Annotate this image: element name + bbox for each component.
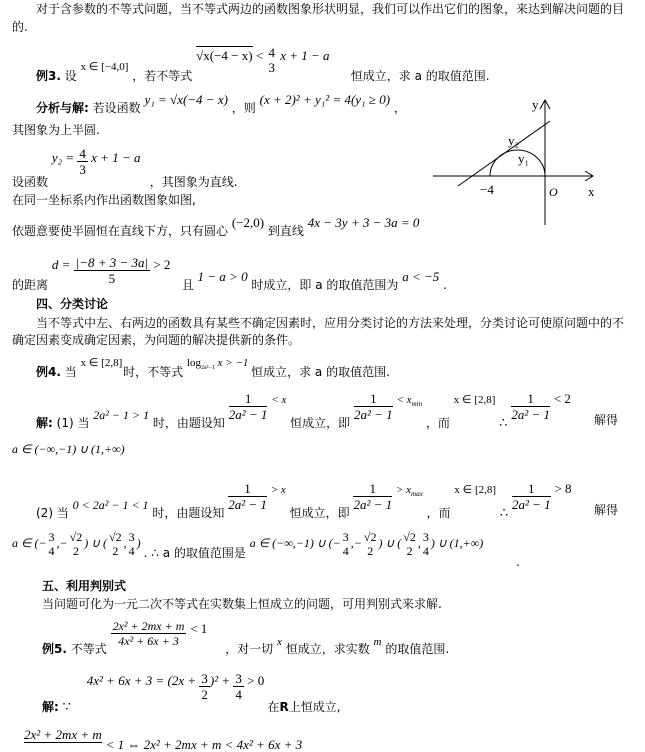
case-2-solve-text: 解得	[594, 503, 619, 517]
distance-formula-line	[12, 255, 447, 292]
solution-5-label: 解:	[42, 700, 59, 714]
example-4-text: 当	[64, 365, 77, 379]
case-2-fraction-2	[353, 482, 392, 511]
analysis-text: ，其图象为直线.	[149, 175, 238, 189]
y2-definition-line	[12, 146, 238, 189]
example-3-inequality	[196, 45, 333, 75]
result-frac	[127, 531, 137, 557]
result-frac	[341, 531, 351, 557]
case-2-text: 时，由题设知	[152, 506, 225, 520]
frac-den: 4	[422, 544, 429, 558]
analysis-text: 的距离	[12, 278, 49, 292]
analysis-text: 到直线	[267, 224, 304, 238]
y-axis-label: y	[532, 97, 539, 112]
example-5-text: 的取值范围.	[385, 642, 450, 656]
frac-den: 2a² − 1	[353, 497, 393, 512]
frac-num: √2	[69, 530, 83, 544]
example-3-tail: 恒成立，求 a 的取值范围.	[350, 69, 490, 83]
circle-equation: (x + 2)² + y₁² = 4(y₁ ≥ 0)	[259, 92, 391, 107]
solution-5-line-1	[42, 671, 341, 714]
result-part: ,−	[350, 536, 362, 550]
example-4-text: 时，不等式	[123, 365, 184, 379]
example-3-if: ，若不等式	[132, 69, 193, 83]
frac-den: 4	[128, 544, 135, 558]
case-1-text: (1) 当	[56, 416, 90, 430]
case-2-text: ，而	[426, 506, 451, 520]
final-result	[249, 530, 484, 558]
result-part: ,	[123, 536, 127, 550]
function-graph	[430, 95, 600, 230]
result-part: ,	[417, 536, 421, 550]
example-5-rel: < 1	[190, 621, 208, 636]
frac-den: 2	[72, 544, 79, 558]
case-2-rel-2	[395, 484, 423, 499]
example-3-ineq-rest: x + 1 − a	[280, 48, 330, 63]
result-part: ) ∪ (	[84, 536, 108, 550]
condition: 1 − a > 0	[197, 269, 248, 284]
section-4-title: 四、分类讨论	[36, 297, 109, 311]
analysis-text: 时成立，即 a 的取值范围为	[251, 278, 399, 292]
case-1-text: 时，由题设知	[152, 416, 225, 430]
result-part: a ∈ (−	[12, 536, 47, 550]
log-base: 2a²−1	[201, 365, 215, 372]
analysis-text: 设函数	[12, 175, 49, 189]
frac-num: 3	[48, 530, 55, 544]
last-fraction-num: 2x² + 2mx + m	[24, 727, 102, 742]
analysis-text: 且	[181, 278, 194, 292]
d-rhs: > 2	[153, 257, 171, 272]
eq-frac	[199, 672, 210, 701]
case-2-fraction-1	[228, 482, 267, 511]
analysis-text: 若设函数	[92, 101, 141, 115]
eq-part: )² +	[209, 673, 231, 688]
analysis-line-1	[36, 92, 406, 115]
frac-num: 1	[229, 392, 268, 407]
result-frac	[47, 531, 57, 557]
example-5-var-m: m	[373, 636, 382, 648]
rel-2: < x	[396, 394, 412, 406]
case-1-condition: 2a² − 1 > 1	[93, 408, 150, 422]
frac-num: 3	[201, 671, 208, 686]
case-2-text: 恒成立，即	[289, 506, 350, 520]
result-part: )	[136, 536, 141, 550]
result-frac	[68, 531, 85, 557]
frac-num: 3	[422, 530, 429, 544]
circle-center: (−2,0)	[231, 215, 265, 230]
case-1-fraction-3	[511, 392, 550, 421]
rel-2: > x	[395, 484, 412, 496]
y1-label: y₁	[518, 151, 530, 166]
example-5-label: 例5.	[42, 642, 67, 656]
example-5-text: ，对一切	[225, 642, 274, 656]
log-text: log	[186, 357, 201, 369]
example-4-label: 例4.	[36, 365, 61, 379]
case-1-result: a ∈ (−∞,−1) ∪ (1,+∞)	[12, 442, 125, 456]
analysis-text: ，则	[231, 101, 256, 115]
result-part: ,−	[56, 536, 68, 550]
rel-2-sub: min	[411, 400, 423, 409]
frac-den: 2a² − 1	[228, 497, 267, 512]
section-5-title: 五、利用判别式	[42, 579, 127, 593]
example-4-text: 恒成立，求 a 的取值范围.	[251, 365, 390, 379]
distance-fraction	[74, 256, 150, 285]
frac-den: 2a² − 1	[511, 407, 551, 422]
solution-4-label: 解:	[36, 416, 53, 430]
origin-label: O	[549, 185, 558, 199]
result: a < −5	[402, 269, 440, 284]
therefore-symbol: ∴	[499, 415, 508, 430]
case-2-rel-3: > 8	[554, 481, 572, 496]
frac-den: 4	[342, 544, 349, 558]
case-2-rel-1: > x	[270, 484, 286, 496]
frac-den: 2a² − 1	[354, 407, 393, 422]
frac-num: 1	[353, 482, 392, 497]
frac-den: 2	[406, 544, 413, 558]
example-5-text: 恒成立，求实数	[285, 642, 370, 656]
case-2-text: (2) 当	[36, 506, 69, 520]
example-4-log	[186, 357, 251, 372]
result-frac	[107, 531, 124, 557]
frac-num: 3	[235, 671, 242, 686]
line-equation: 4x − 3y + 3 − 3a = 0	[307, 215, 420, 230]
case-1-domain: x ∈ [2,8]	[453, 394, 496, 406]
real-set-symbol: R	[279, 700, 289, 714]
result-part: a ∈ (−∞,−1) ∪ (−	[249, 536, 341, 550]
case-1-text: 恒成立，即	[290, 416, 351, 430]
example-3-set: 设	[64, 69, 77, 83]
section-4-para-line-1: 当不等式中左、右两边的函数具有某些不确定因素时，应用分类讨论的方法来处理，分类讨论可使原问题中的不	[36, 316, 625, 330]
frac-num: 4	[268, 45, 275, 60]
frac-num: |−8 + 3 − 3a|	[75, 255, 149, 270]
case-1-rel-3: < 2	[553, 391, 571, 406]
log-rest: x > −1	[217, 357, 249, 369]
result-frac	[421, 531, 431, 557]
section-5-para: 当问题可化为一元二次不等式在实数集上恒成立的问题，可用判别式来求解.	[42, 597, 442, 611]
frac-num: 1	[512, 482, 551, 497]
frac-den: 2	[201, 687, 208, 702]
frac-num: 1	[228, 482, 267, 497]
example-3-ineq-lhs: √x(−4 − x)	[196, 48, 253, 63]
y2-lhs: y₂ =	[51, 150, 75, 165]
case-2-domain: x ∈ [2,8]	[454, 484, 497, 496]
case-1-solve-text: 解得	[594, 413, 619, 427]
x-axis-label: x	[588, 184, 595, 199]
frac-num: 1	[511, 392, 550, 407]
distance-condition-line	[12, 215, 420, 238]
example-4-domain: x ∈ [2,8]	[80, 357, 123, 369]
frac-num: 2x² + 2mx + m	[112, 619, 185, 633]
case-2-fraction-3	[512, 482, 551, 511]
neg4-label: −4	[480, 182, 494, 197]
semicircle-text: 其图象为上半圆.	[12, 123, 100, 137]
frac-den: 5	[108, 271, 116, 286]
distance-formula	[51, 255, 174, 286]
eq-part: 4x² + 6x + 3 = (2x +	[86, 673, 197, 688]
result-frac	[362, 531, 379, 557]
frac-den: 2a² − 1	[511, 497, 551, 512]
analysis-text: ，	[393, 101, 406, 115]
case-1-fraction-1	[229, 392, 268, 421]
example-3-lt: <	[255, 48, 264, 63]
y1-def-text: y₁ = √x(−4 − x)	[144, 92, 228, 107]
eq-frac	[233, 672, 244, 701]
result-part: ) ∪ (1,+∞)	[430, 536, 484, 550]
completed-square-equation	[86, 671, 268, 702]
eq-part: > 0	[247, 673, 265, 688]
case-2-condition: 0 < 2a² − 1 < 1	[72, 498, 149, 512]
y2-fraction	[77, 147, 88, 176]
solution-4-case-2	[36, 481, 572, 520]
final-period: .	[516, 555, 520, 569]
example-5	[42, 618, 450, 656]
rel-2-sub: max	[411, 490, 423, 499]
solution-5-text: 上恒成立,	[288, 700, 341, 714]
frac-den: 3	[268, 60, 275, 75]
analysis-text: 依题意要使半圆恒在直线下方，只有圆心	[12, 224, 229, 238]
frac-num: √2	[363, 530, 377, 544]
y2-definition	[51, 146, 144, 177]
example-3-fraction	[266, 46, 277, 74]
frac-den: 2	[112, 544, 119, 558]
frac-num: 3	[342, 530, 349, 544]
frac-num: √2	[109, 530, 122, 544]
example-3-domain: x ∈ [−4,0]	[80, 61, 129, 73]
solution-5-line-2	[24, 727, 303, 752]
example-5-text: 不等式	[70, 642, 107, 656]
last-equivalence: < 1 ⇔ 2x² + 2mx + m < 4x² + 6x + 3	[105, 737, 303, 752]
result-frac	[401, 531, 418, 557]
y1-definition	[144, 92, 227, 107]
frac-den: 3	[79, 162, 86, 177]
example-4	[36, 356, 390, 379]
d-lhs: d =	[51, 257, 71, 272]
graph-intro-text: 在同一坐标系内作出函数图象如图,	[12, 193, 196, 207]
frac-den: 2	[367, 544, 374, 558]
example-5-fraction	[111, 620, 187, 647]
case-1-fraction-2	[354, 392, 393, 421]
analysis-text: .	[443, 278, 447, 292]
case-1-rel-1: < x	[271, 394, 287, 406]
frac-den: 4x² + 6x + 3	[118, 634, 179, 648]
frac-den: 4	[48, 544, 55, 558]
solution-4-case-1	[36, 391, 571, 430]
case-2-result-line	[12, 530, 484, 560]
example-3-label: 例3.	[36, 69, 61, 83]
frac-num: 3	[128, 530, 135, 544]
frac-num: 1	[354, 392, 393, 407]
example-3	[36, 45, 490, 83]
result-part: ) ∪ (	[378, 536, 402, 550]
therefore-symbol: ∴	[499, 505, 509, 520]
frac-den: 4	[235, 687, 242, 702]
frac-den: 2a² − 1	[228, 407, 268, 422]
intro-line-2: 的.	[12, 20, 28, 34]
case-2-result	[12, 530, 144, 558]
because-symbol: ∵	[62, 699, 71, 714]
case-1-rel-2	[396, 394, 423, 409]
case-1-text: ，而	[425, 416, 450, 430]
section-4-para-line-2: 确定因素变成确定因素，为问题的解决提供新的条件。	[12, 333, 301, 347]
solution-5-text: 在	[267, 700, 280, 714]
example-5-var-x: x	[276, 636, 282, 648]
frac-num: √2	[403, 530, 416, 544]
frac-num: 4	[79, 146, 86, 161]
case-2-conclusion-text: . ∴ a 的取值范围是	[143, 546, 246, 560]
intro-line-1: 对于含参数的不等式问题，当不等式两边的函数图象形状明显，我们可以作出它们的图象，来达到解决问题的目	[36, 2, 625, 16]
analysis-label: 分析与解:	[36, 101, 89, 115]
y2-rest: x + 1 − a	[91, 150, 141, 165]
y2-label: y₂	[508, 133, 520, 148]
